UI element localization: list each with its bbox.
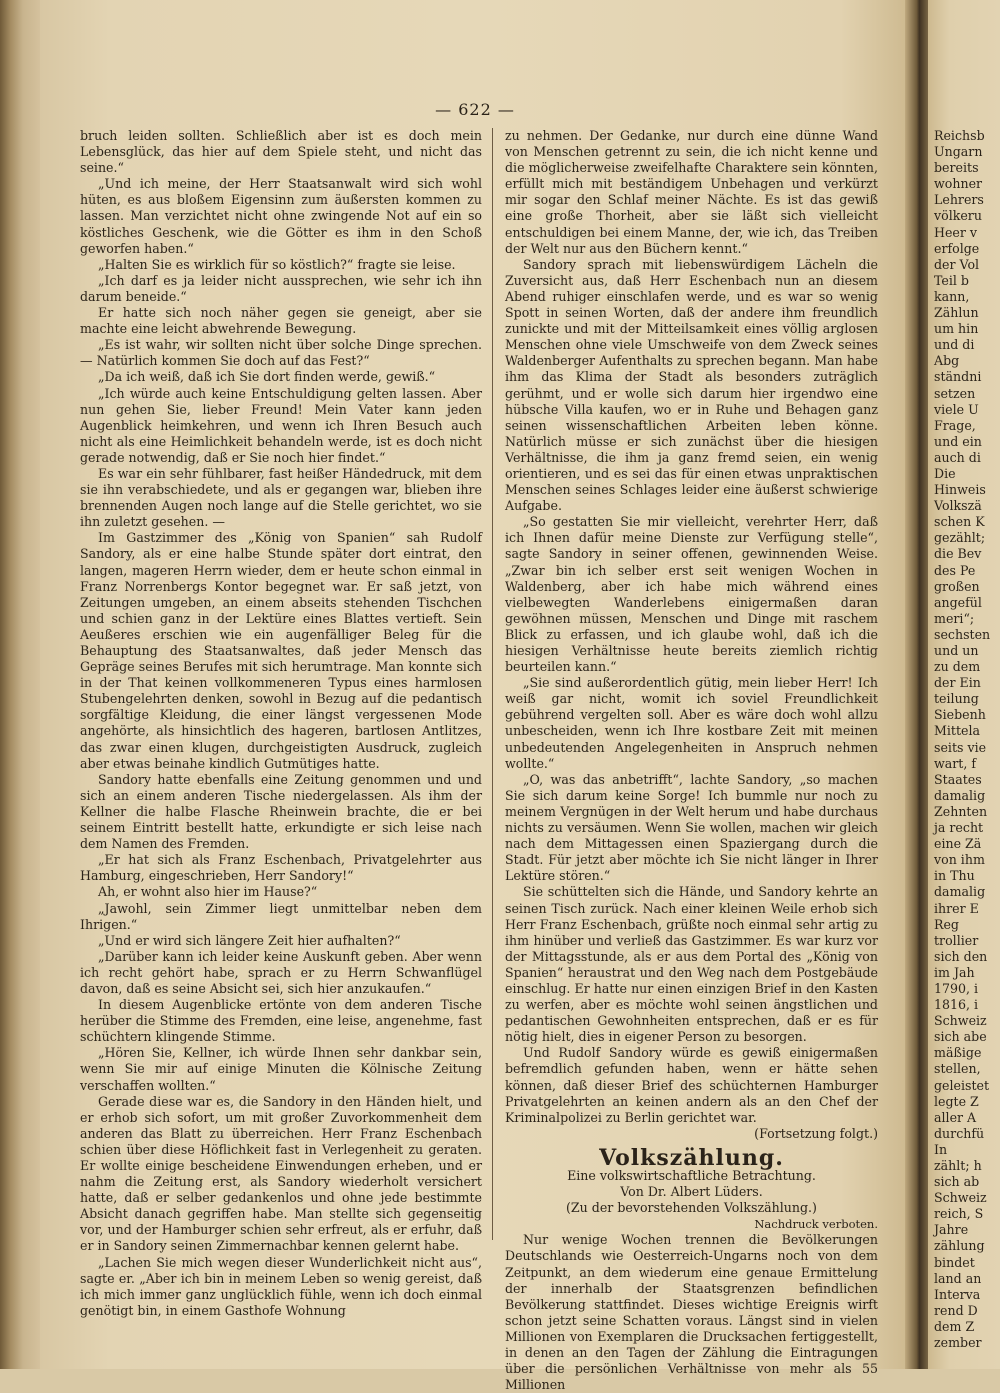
adjacent-line-fragment: Interva <box>934 1286 981 1302</box>
adjacent-line-fragment: wart, f <box>934 755 977 771</box>
paragraph: „Ich würde auch keine Entschuldigung gelten lassen. Aber nun gehen Sie, lieber Freund! Mein Vater kann jeden Augenblick heimkehren, und wenn ich Ihren Besuch auch nicht als eine Heimlichkeit behandeln werde, ist es doch nicht gerade notwendig, daß er Sie noch hier findet.“ <box>80 385 482 465</box>
adjacent-line-fragment: damalig <box>934 787 986 803</box>
adjacent-line-fragment: die Bev <box>934 546 982 562</box>
paragraph: „Halten Sie es wirklich für so köstlich?“ fragte sie leise. <box>98 256 456 272</box>
paragraph: zu nehmen. Der Gedanke, nur durch eine dünne Wand von Menschen getrennt zu sein, die ich nicht kenne und die möglicherweise zweifelhafte Charaktere sein könnten, erfüllt mich mit beständigem Unbehagen und verkürzt mir sogar den Schlaf meiner Nächte. Es ist das gewiß eine große Thorheit, aber sie läßt sich vielleicht entschuldigen bei einem Manne, der, wie ich, das Treiben der Welt nur aus den Büchern kennt.“ <box>505 128 878 256</box>
adjacent-line-fragment: sich ab <box>934 1174 980 1190</box>
paragraph: Im Gastzimmer des „König von Spanien“ sah Rudolf Sandory, als er eine halbe Stunde später dort eintrat, den langen, mageren Herrn wieder, dem er heute schon einmal in Franz Norrenbergs Kontor begegnet war. Er saß jetzt, von Zeitungen umgeben, an einem abseits stehenden Tischchen und schien ganz in der Lektüre eines Blattes vertieft. Sein Aeußeres erschien wie ein augenfälliger Beleg für die Behauptung des Staatsanwaltes, daß jeder Mensch das Gepräge seines Berufes mit sich herumtrage. Man konnte sich in der That keinen vollkommeneren Typus eines harmlosen Stubengelehrten denken, sowohl in Bezug auf die pedantisch sorgfältige Kleidung, die einer längst vergessenen Mode angehörte, als hinsichtlich des hageren, bartlosen Antlitzes, das zwar einen klugen, durchgeistigten Ausdruck, zugleich aber etwas beinahe kindlich Gutmütiges hatte. <box>80 530 482 771</box>
continuation-note: (Fortsetzung folgt.) <box>754 1125 878 1141</box>
adjacent-line-fragment: legte Z <box>934 1093 979 1109</box>
adjacent-line-fragment: reich, S <box>934 1206 984 1222</box>
adjacent-line-fragment: teilung <box>934 691 979 707</box>
paragraph: „Ich darf es ja leider nicht aussprechen, wie sehr ich ihn darum beneide.“ <box>80 272 482 304</box>
adjacent-line-fragment: und di <box>934 337 975 353</box>
adjacent-line-fragment: Reichsb <box>934 128 985 143</box>
adjacent-line-fragment: Reg <box>934 916 959 932</box>
adjacent-line-fragment: mäßige <box>934 1045 982 1061</box>
adjacent-line-fragment: und ein <box>934 433 982 449</box>
adjacent-line-fragment: der Ein <box>934 675 981 691</box>
paragraph: Sandory sprach mit liebenswürdigem Lächeln die Zuversicht aus, daß Herr Eschenbach nun an diesem Abend ruhiger einschlafen werde, und es war so wenig Spott in seinen Worten, daß der andere ihm freundlich zunickte und mit der Mitteilsamkeit eines völlig arglosen Menschen ohne viele Umschweife von dem Zweck seines Waldenberger Aufenthalts zu sprechen begann. Man habe ihm das Klima der Stadt als besonders zuträglich gerühmt, und er wolle sich darum hier irgendwo eine hübsche Villa kaufen, wo er in Ruhe und Behagen ganz seinen wissenschaftlichen Arbeiten leben könne. Natürlich müsse er sich zunächst über die hiesigen Verhältnisse, die ihm ja ganz fremd seien, ein wenig orientieren, und es sei das für einen etwas unpraktischen Menschen seines Schlages leider eine äußerst schwierige Aufgabe. <box>505 256 878 514</box>
adjacent-line-fragment: schen K <box>934 514 985 530</box>
adjacent-line-fragment: Lehrers <box>934 192 984 208</box>
paragraph: Es war ein sehr fühlbarer, fast heißer Händedruck, mit dem sie ihn verabschiedete, und als er gegangen war, blieben ihre brennenden Augen noch lange auf die Stelle gerichtet, wo sie ihn zuletzt gesehen. — <box>80 465 482 530</box>
paragraph: „Es ist wahr, wir sollten nicht über solche Dinge sprechen. — Natürlich kommen Sie doch auf das Fest?“ <box>80 337 482 369</box>
paragraph: In diesem Augenblicke ertönte von dem anderen Tische herüber die Stimme des Fremden, eine leise, angenehme, fast schüchtern klingende Stimme. <box>80 997 482 1045</box>
article-body: Nur wenige Wochen trennen die Bevölkerungen Deutschlands wie Oesterreich-Ungarns noch von dem Zeitpunkt, an dem wiederum eine genaue Ermittelung der innerhalb der Staatsgrenzen befindlichen Bevölkerung stattfindet. Dieses wichtige Ereignis wirft schon jetzt seine Schatten voraus. Längst sind in vielen Millionen von Exemplaren die Drucksachen fertiggestellt, in denen an den Tagen der Zählung die Eintragungen über die persönlichen Verhältnisse von mehr als 55 Millionen <box>505 1232 878 1393</box>
adjacent-line-fragment: trollier <box>934 932 979 948</box>
paragraph: „Und er wird sich längere Zeit hier aufhalten?“ <box>98 932 401 948</box>
paragraph: „Lachen Sie mich wegen dieser Wunderlichkeit nicht aus“, sagte er. „Aber ich bin in meinem Leben so wenig gereist, daß ich mich immer ganz unglücklich fühle, wenn ich doch einmal genötigt bin, in einem Gasthofe Wohnung <box>80 1254 482 1318</box>
adjacent-line-fragment: völkeru <box>934 208 982 224</box>
adjacent-line-fragment: großen <box>934 578 980 594</box>
adjacent-line-fragment: land an <box>934 1270 982 1286</box>
adjacent-line-fragment: Schweiz <box>934 1190 987 1206</box>
paragraph: „O, was das anbetrifft“, lachte Sandory, „so machen Sie sich darum keine Sorge! Ich bummle nur noch zu meinem Vergnügen in der Welt herum und habe durchaus nichts zu versäumen. Wenn Sie wollen, machen wir gleich nach dem Mittagessen einen Spaziergang durch die Stadt. Für jetzt aber möchte ich Sie nicht länger in Ihrer Lektüre stören.“ <box>505 771 878 884</box>
adjacent-page <box>928 0 1000 1369</box>
page-number: — 622 — <box>435 100 515 119</box>
text-column-left <box>80 128 482 1319</box>
adjacent-line-fragment: angefül <box>934 594 982 610</box>
article-subtitle: Eine volkswirtschaftliche Betrachtung. <box>567 1168 816 1183</box>
adjacent-line-fragment: rend D <box>934 1302 978 1318</box>
adjacent-line-fragment: im Jah <box>934 964 975 980</box>
reprint-notice: Nachdruck verboten. <box>754 1217 878 1232</box>
adjacent-line-fragment: zählung <box>934 1238 985 1254</box>
adjacent-line-fragment: kann, <box>934 288 970 304</box>
adjacent-line-fragment: um hin <box>934 321 979 337</box>
adjacent-line-fragment: und un <box>934 643 979 658</box>
adjacent-line-fragment: setzen <box>934 385 976 401</box>
adjacent-line-fragment: des Pe <box>934 562 976 578</box>
adjacent-line-fragment: Zehnten <box>934 803 988 819</box>
adjacent-line-fragment: gezählt; <box>934 530 986 546</box>
book-edge-left <box>0 0 42 1369</box>
adjacent-line-fragment: ja recht <box>934 820 984 836</box>
paragraph: Ah, er wohnt also hier im Hause?“ <box>98 884 318 900</box>
paragraph: „So gestatten Sie mir vielleicht, verehrter Herr, daß ich Ihnen dafür meine Dienste zur Verfügung stelle“, sagte Sandory in seiner offenen, gewinnenden Weise. „Zwar bin ich selber erst seit wenigen Wochen in Waldenberg, aber ich habe mich während eines vielbewegten Wanderlebens einigermaßen daran gewöhnen müssen, Menschen und Dinge mit raschem Blick zu erfassen, und ich glaube wohl, daß ich die hiesigen Verhältnisse heute bereits ziemlich richtig beurteilen kann.“ <box>505 514 878 675</box>
adjacent-line-fragment: sich abe <box>934 1029 987 1045</box>
adjacent-line-fragment: 1816, i <box>934 997 979 1013</box>
adjacent-line-fragment: bereits <box>934 160 979 176</box>
adjacent-line-fragment: Schweiz <box>934 1013 987 1029</box>
adjacent-line-fragment: in Thu <box>934 868 975 884</box>
adjacent-line-fragment: stellen, <box>934 1061 981 1077</box>
adjacent-line-fragment: In <box>934 1141 948 1157</box>
paragraph: „Darüber kann ich leider keine Auskunft geben. Aber wenn ich recht gehört habe, sprach er zu Herrn Schwanflügel davon, daß es seine Absicht sei, sich hier anzukaufen.“ <box>80 948 482 996</box>
adjacent-line-fragment: Zählun <box>934 305 979 321</box>
article-title: Volkszählung. <box>599 1144 784 1171</box>
adjacent-line-fragment: aller A <box>934 1109 977 1125</box>
paragraph: „Sie sind außerordentlich gütig, mein lieber Herr! Ich weiß gar nicht, womit ich soviel Freundlichkeit gebührend vergelten soll. Aber es wäre doch wohl allzu unbescheiden, wenn ich Ihre kostbare Zeit mit meinen unbedeutenden Angelegenheiten in Anspruch nehmen wollte.“ <box>505 675 878 771</box>
adjacent-line-fragment: Siebenh <box>934 707 986 723</box>
adjacent-page-text <box>934 128 990 1351</box>
adjacent-line-fragment: Abg <box>934 353 960 369</box>
paragraph: bruch leiden sollten. Schließlich aber ist es doch mein Lebensglück, das hier auf dem Spiele steht, und nicht das seine.“ <box>80 128 482 176</box>
adjacent-line-fragment: zu dem <box>934 659 981 675</box>
adjacent-line-fragment: Volkszä <box>934 498 982 514</box>
adjacent-line-fragment: von ihm <box>934 852 985 868</box>
paragraph: Sie schüttelten sich die Hände, und Sandory kehrte an seinen Tisch zurück. Nach einer kleinen Weile erhob sich Herr Franz Eschenbach, grüßte noch einmal sehr artig zu ihm hinüber und verließ das Gastzimmer. Es war kurz vor der Mittagsstunde, als er aus dem Portal des „König von Spanien“ heraustrat und den Weg nach dem Postgebäude einschlug. Er hatte nur einen einzigen Brief in den Kasten zu werfen, aber es möchte wohl seinen ängstlichen und pedantischen Gewohnheiten entsprechen, daß er es für nötig hielt, dies in eigener Person zu besorgen. <box>505 884 878 1045</box>
adjacent-line-fragment: Mittela <box>934 723 981 739</box>
adjacent-line-fragment: Heer v <box>934 224 978 240</box>
paragraph: Er hatte sich noch näher gegen sie geneigt, aber sie machte eine leicht abwehrende Bewegung. <box>80 305 482 337</box>
adjacent-line-fragment: Ungarn <box>934 144 983 160</box>
adjacent-line-fragment: Hinweis <box>934 482 986 498</box>
adjacent-line-fragment: der Vol <box>934 256 980 272</box>
paragraph: „Da ich weiß, daß ich Sie dort finden werde, gewiß.“ <box>98 369 436 385</box>
paragraph: Sandory hatte ebenfalls eine Zeitung genommen und und sich an einem anderen Tische niedergelassen. Als ihm der Kellner die halbe Flasche Rheinwein brachte, die er bei seinem Eintritt bestellt hatte, erkundigte er sich leise nach dem Namen des Fremden. <box>80 771 482 852</box>
adjacent-line-fragment: Die <box>934 465 956 481</box>
adjacent-line-fragment: geleistet <box>934 1077 990 1093</box>
adjacent-line-fragment: Frage, <box>934 417 976 433</box>
adjacent-line-fragment: Staates <box>934 771 982 787</box>
adjacent-line-fragment: bindet <box>934 1254 975 1270</box>
adjacent-line-fragment: eine Zä <box>934 836 982 852</box>
adjacent-line-fragment: ständni <box>934 369 982 385</box>
adjacent-line-fragment: viele U <box>934 401 979 417</box>
adjacent-line-fragment: 1790, i <box>934 980 979 996</box>
adjacent-line-fragment: auch di <box>934 449 981 465</box>
paragraph: Gerade diese war es, die Sandory in den Händen hielt, und er erhob sich sofort, um mit großer Zuvorkommenheit dem anderen das Blatt zu überreichen. Herr Franz Eschenbach schien über diese Höflichkeit fast in Verlegenheit zu geraten. Er wollte einige bescheidene Einwendungen erheben, und er nahm die Zeitung erst, als Sandory wiederholt versichert hatte, daß er selber gedankenlos und ohne jede bestimmte Absicht danach gegriffen habe. Man stellte sich gegenseitig vor, und der Hamburger schien sehr erfreut, als er erfuhr, daß er in Sandory seinen Zimmernachbar kennen gelernt habe. <box>80 1093 482 1254</box>
adjacent-line-fragment: sechsten <box>934 626 991 642</box>
adjacent-line-fragment: dem Z <box>934 1318 975 1334</box>
adjacent-line-fragment: Jahre <box>934 1222 969 1238</box>
paragraph: „Und ich meine, der Herr Staatsanwalt wird sich wohl hüten, es aus bloßem Eigensinn zum äußersten kommen zu lassen. Man verzichtet nicht ohne zwingende Not auf ein so köstliches Geschenk, wie die Götter es ihm in den Schoß geworfen haben.“ <box>80 176 482 256</box>
adjacent-line-fragment: zember <box>934 1335 982 1351</box>
paragraph: „Er hat sich als Franz Eschenbach, Privatgelehrter aus Hamburg, eingeschrieben, Herr Sandory!“ <box>80 852 482 884</box>
adjacent-line-fragment: meri“; <box>934 610 975 626</box>
adjacent-line-fragment: zählt; h <box>934 1158 982 1173</box>
paragraph: Und Rudolf Sandory würde es gewiß einigermaßen befremdlich gefunden haben, wenn er hätte sehen können, daß dieser Brief des schüchternen Hamburger Privatgelehrten an keinen andern als an den Chef der Kriminalpolizei zu Berlin gerichtet war. <box>505 1045 878 1125</box>
article-note: (Zu der bevorstehenden Volkszählung.) <box>566 1200 817 1216</box>
article-author: Von Dr. Albert Lüders. <box>620 1184 763 1200</box>
adjacent-line-fragment: Teil b <box>934 272 969 288</box>
column-rule <box>492 128 493 1240</box>
adjacent-line-fragment: durchfü <box>934 1125 985 1141</box>
adjacent-line-fragment: sich den <box>934 948 988 964</box>
adjacent-line-fragment: ihrer E <box>934 900 979 916</box>
adjacent-line-fragment: erfolge <box>934 240 980 256</box>
paragraph: „Jawohl, sein Zimmer liegt unmittelbar neben dem Ihrigen.“ <box>80 900 482 932</box>
text-column-right <box>505 128 878 1393</box>
adjacent-line-fragment: damalig <box>934 884 986 900</box>
adjacent-line-fragment: wohner <box>934 176 983 192</box>
paragraph: „Hören Sie, Kellner, ich würde Ihnen sehr dankbar sein, wenn Sie mir auf einige Minuten die Kölnische Zeitung verschaffen wollten.“ <box>80 1045 482 1093</box>
adjacent-line-fragment: seits vie <box>934 739 987 755</box>
